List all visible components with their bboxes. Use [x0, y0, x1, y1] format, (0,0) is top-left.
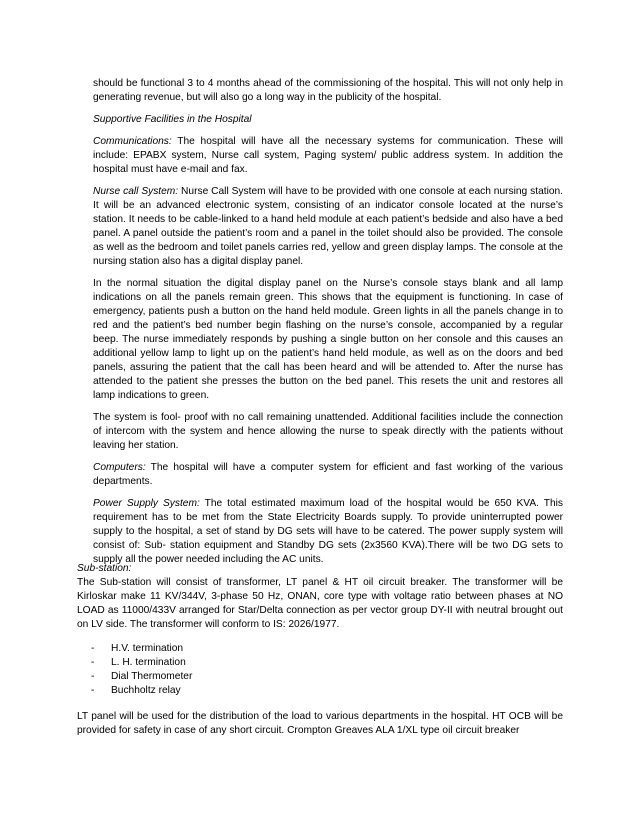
power-supply-label: Power Supply System:: [93, 498, 200, 509]
communications-paragraph: [93, 135, 563, 177]
computers-label: Computers:: [93, 462, 146, 473]
fool-proof-paragraph: The system is fool- proof with no call remaining unattended. Additional facilities include the connection of intercom with the system and hence allowing the nurse to speak directly with the patients without leaving her station.: [93, 412, 563, 451]
nurse-call-paragraph: [93, 185, 563, 269]
list-item: [91, 684, 563, 698]
nurse-call-label: Nurse call System:: [93, 186, 179, 197]
power-supply-paragraph: [93, 497, 563, 567]
termination-list: [77, 642, 563, 698]
full-width-section: [77, 562, 563, 746]
dash-marker: -: [91, 671, 95, 682]
list-item-text: Dial Thermometer: [111, 671, 193, 682]
supportive-heading: Supportive Facilities in the Hospital: [93, 114, 252, 125]
list-item-text: Buchholtz relay: [111, 685, 181, 696]
indented-section: [93, 77, 563, 575]
list-item-text: H.V. termination: [111, 643, 184, 654]
communications-text: The hospital will have all the necessary systems for communication. These will include: EPABX system, Nurse call system, Paging system/ public address system. In addition the hospital must have e-mail and fax.: [93, 136, 563, 175]
intro-paragraph: should be functional 3 to 4 months ahead of the commissioning of the hospital. This will not only help in generating revenue, but will also go a long way in the publicity of the hospital.: [93, 78, 563, 103]
nurse-call-text: Nurse Call System will have to be provided with one console at each nursing station. It will be an advanced electronic system, consisting of an indicator console located at the nurse’s station. It needs to be cable-linked to a hand held module at each patient’s bedside and also have a bed panel. A panel outside the patient’s room and a panel in the toilet should also be provided. The console as well as the bedroom and toilet panels carries red, yellow and green display lamps. The console at the nursing station also has a digital display panel.: [93, 186, 563, 267]
dash-marker: -: [91, 643, 95, 654]
list-item: [91, 670, 563, 684]
computers-paragraph: [93, 461, 563, 489]
normal-situation-paragraph: In the normal situation the digital display panel on the Nurse’s console stays blank and all lamp indications on all the panels remain green. This shows that the equipment is functioning. In case of emergency, patients push a button on the hand held module. Green lights in all the panels change in to red and the patient’s bed number begin flashing on the nurse’s console, accompanied by a regular beep. The nurse immediately responds by pushing a single button on her console and this causes an additional yellow lamp to light up on the patient’s hand held module, as well as on the doors and bed panels, assuring the patient that the call has been heard and will be attended to. After the nurse has attended to the patient she presses the button on the bed panel. This resets the unit and restores all lamp indications to green.: [93, 278, 563, 401]
power-supply-text: The total estimated maximum load of the hospital would be 650 KVA. This requirement has to be met from the State Electricity Boards supply. To provide uninterrupted power supply to the hospital, a set of stand by DG sets will have to be catered. The power supply system will consist of: Sub- station equipment and Standby DG sets (2x3560 KVA).There will be two DG sets to supply all the power needed including the AC units.: [93, 498, 563, 565]
substation-paragraph: The Sub-station will consist of transformer, LT panel & HT oil circuit breaker. The transformer will be Kirloskar make 11 KV/344V, 3-phase 50 Hz, ONAN, core type with voltage ratio between phases at NO LOAD as 11000/433V arranged for Star/Delta connection as per vector group DY-II with neutral brought out on LV side. The transformer will conform to IS: 2026/1977.: [77, 577, 563, 630]
lt-panel-paragraph: LT panel will be used for the distribution of the load to various departments in the hospital. HT OCB will be provided for safety in case of any short circuit. Crompton Greaves ALA 1/XL type oil circuit breaker: [77, 711, 563, 736]
list-item-text: L. H. termination: [111, 657, 186, 668]
list-item: [91, 656, 563, 670]
substation-heading: Sub-station:: [77, 563, 132, 574]
communications-label: Communications:: [93, 136, 172, 147]
dash-marker: -: [91, 657, 95, 668]
computers-text: The hospital will have a computer system for efficient and fast working of the various departments.: [93, 462, 563, 487]
list-item: [91, 642, 563, 656]
dash-marker: -: [91, 685, 95, 696]
